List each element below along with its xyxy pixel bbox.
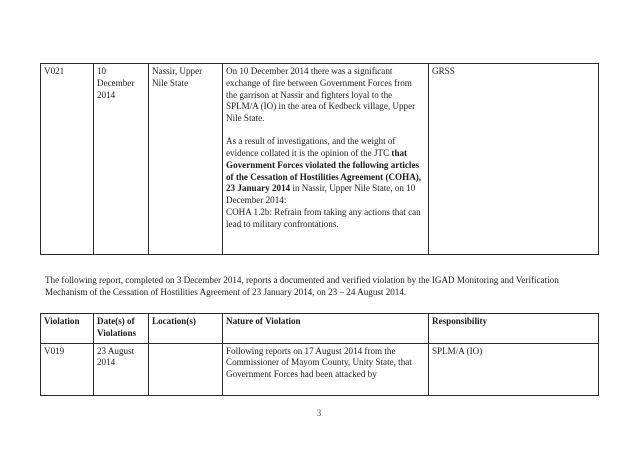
nature-paragraph-3: COHA 1.2b: Refrain from taking any actions that can lead to military confrontations. bbox=[226, 206, 421, 229]
cell-violation-dates: 23 August 2014 bbox=[94, 343, 149, 395]
nature-paragraph-2 bbox=[226, 136, 425, 207]
cell-violation-nature bbox=[223, 64, 429, 255]
nature-paragraph-2-tail: in Nassir, Upper Nile State, on 10 December 2014: bbox=[226, 183, 416, 206]
cell-violation-id: V021 bbox=[41, 64, 94, 255]
header-location: Location(s) bbox=[149, 314, 223, 344]
violation-table-v019 bbox=[40, 313, 599, 396]
page-number: 3 bbox=[316, 408, 322, 418]
table-row bbox=[41, 64, 599, 255]
cell-violation-location bbox=[149, 343, 223, 395]
violation-table-v021 bbox=[40, 63, 599, 255]
nature-paragraph-1: On 10 December 2014 there was a significant exchange of fire between Government Forces from the garrison at Nassir and fighters loyal to the SPLM/A (IO) in the area of Kedbeck village, Upper Nile State. bbox=[226, 66, 416, 124]
table-header-row bbox=[41, 314, 599, 344]
cell-violation-nature: Following reports on 17 August 2014 from the Commissioner of Mayom County, Unity State, that Government Forces had been attacked by bbox=[223, 343, 429, 395]
nature-paragraph-2-lead: As a result of investigations, and the weight of evidence collated it is the opinion of the JTC bbox=[226, 136, 396, 158]
table-row bbox=[41, 343, 599, 395]
cell-violation-location: Nassir, Upper Nile State bbox=[149, 64, 223, 255]
cell-violation-dates: 10 December 2014 bbox=[94, 64, 149, 255]
intro-paragraph: The following report, completed on 3 December 2014, reports a documented and verified violation by the IGAD Monitoring and Verification Mechanism of the Cessation of Hostilities Agreement of 23 January 2014, on 23 – 24 August 2014. bbox=[45, 275, 559, 298]
header-dates: Date(s) of Violations bbox=[94, 314, 149, 344]
header-violation: Violation bbox=[41, 314, 94, 344]
header-nature: Nature of Violation bbox=[223, 314, 429, 344]
cell-violation-responsibility: GRSS bbox=[429, 64, 599, 255]
cell-violation-responsibility: SPLM/A (IO) bbox=[429, 343, 599, 395]
cell-violation-id: V019 bbox=[41, 343, 94, 395]
nature-paragraph-2-bold: that Government Forces violated the following articles of the Cessation of Hostilities Agreement (COHA), 23 January 2014 bbox=[226, 147, 422, 194]
header-responsibility: Responsibility bbox=[429, 314, 599, 344]
